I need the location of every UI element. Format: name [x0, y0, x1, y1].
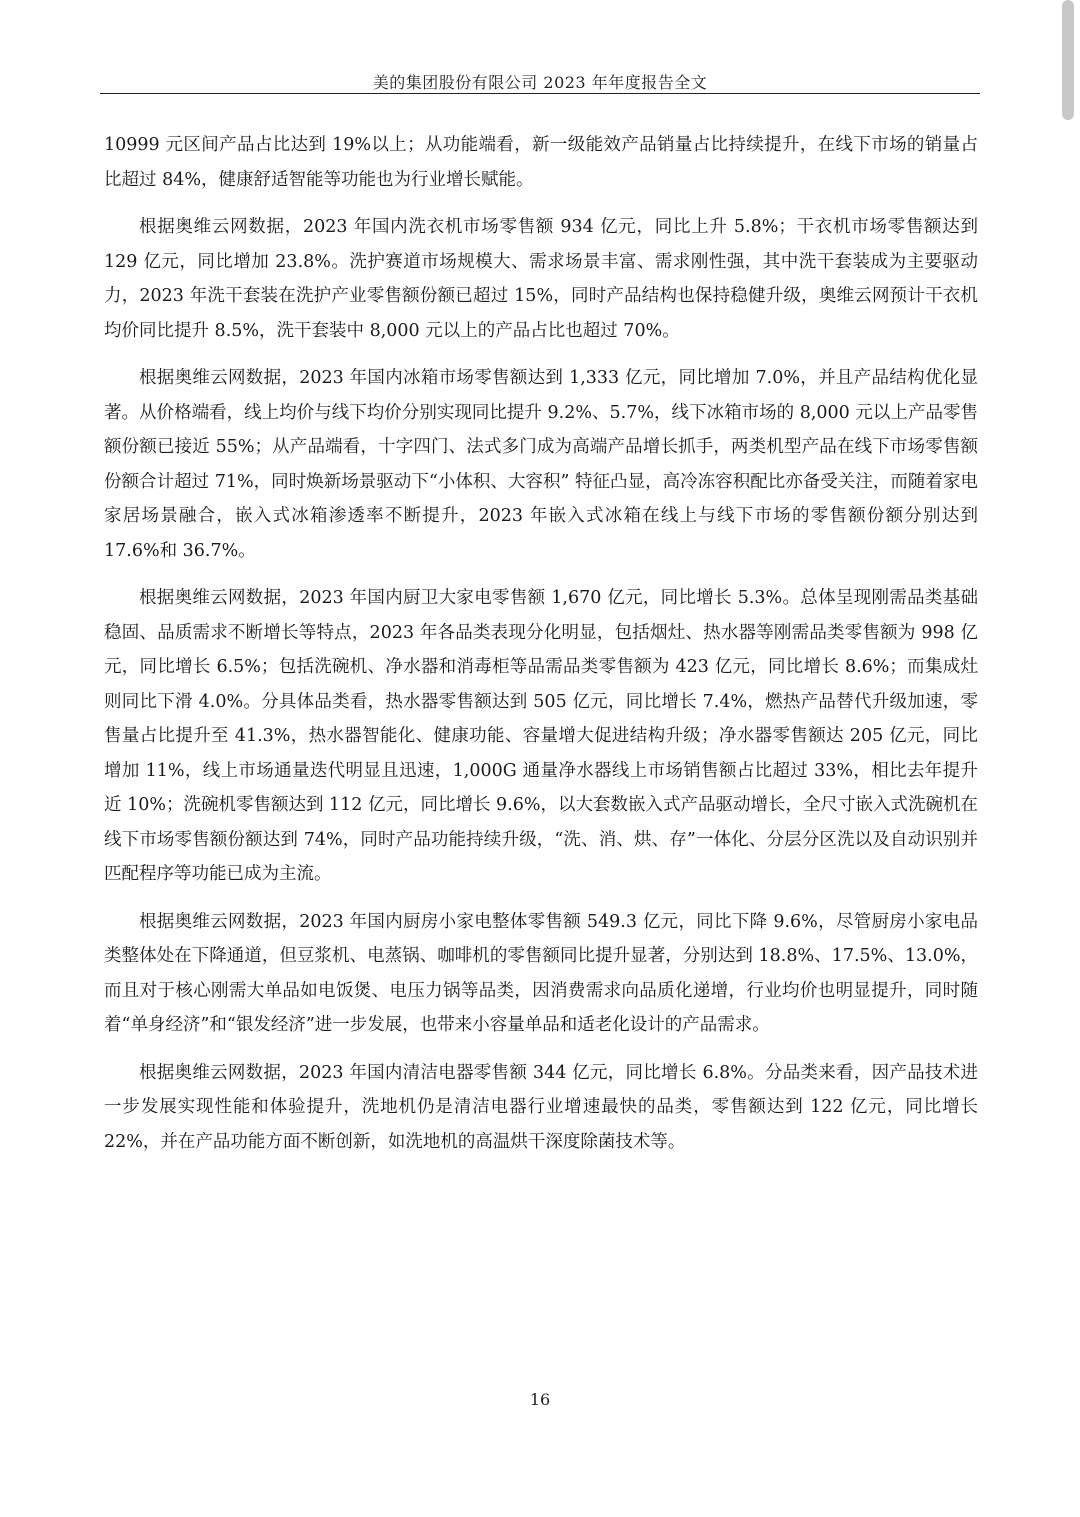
report-body	[104, 128, 978, 1172]
paragraph-ac-market: 10999 元区间产品占比达到 19%以上；从功能端看，新一级能效产品销量占比持续提升，在线下市场的销量占比超过 84%，健康舒适智能等功能也为行业增长赋能。	[104, 135, 978, 190]
vertical-scrollbar-thumb[interactable]	[1062, 0, 1074, 120]
paragraph-kitchen-bath-appliances: 根据奥维云网数据，2023 年国内厨卫大家电零售额 1,670 亿元，同比增长 5.3%。总体呈现刚需品类基础稳固、品质需求不断增长等特点，2023 年各品类表现分化明显，包括烟灶、热水器等刚需品类零售额为 998 亿元，同比增长 6.5%；包括洗碗机、净水器和消毒柜等品需品类零售额为 423 亿元，同比增长 8.6%；而集成灶则同比下滑 4.0%。分具体品类看，热水器零售额达到 505 亿元，同比增长 7.4%，燃热产品替代升级加速，零售量占比提升至 41.3%，热水器智能化、健康功能、容量增大促进结构升级；净水器零售额达 205 亿元，同比增加 11%，线上市场通量迭代明显且迅速，1,000G 通量净水器线上市场销售额占比超过 33%，相比去年提升近 10%；洗碗机零售额达到 112 亿元，同比增长 9.6%，以大套数嵌入式产品驱动增长，全尺寸嵌入式洗碗机在线下市场零售额份额达到 74%，同时产品功能持续升级，“洗、消、烘、存”一体化、分层分区洗以及自动识别并匹配程序等功能已成为主流。	[104, 588, 979, 884]
paragraph-refrigerator: 根据奥维云网数据，2023 年国内冰箱市场零售额达到 1,333 亿元，同比增加 7.0%，并且产品结构优化显著。从价格端看，线上均价与线下均价分别实现同比提升 9.2%、5.7%，线下冰箱市场的 8,000 元以上产品零售额份额已接近 55%；从产品端看，十字四门、法式多门成为高端产品增长抓手，两类机型产品在线下市场零售额份额合计超过 71%，同时焕新场景驱动下“小体积、大容积” 特征凸显，高冷冻容积配比亦备受关注，而随着家电家居场景融合，嵌入式冰箱渗透率不断提升，2023 年嵌入式冰箱在线上与线下市场的零售额份额分别达到 17.6%和 36.7%。	[104, 368, 978, 561]
header-divider	[100, 93, 980, 94]
paragraph-cleaning-appliances: 根据奥维云网数据，2023 年国内清洁电器零售额 344 亿元，同比增长 6.8%。分品类来看，因产品技术进一步发展实现性能和体验提升，洗地机仍是清洁电器行业增速最快的品类，零售额达到 122 亿元，同比增长 22%，并在产品功能方面不断创新，如洗地机的高温烘干深度除菌技术等。	[104, 1062, 978, 1152]
paragraph-kitchen-small-appliances: 根据奥维云网数据，2023 年国内厨房小家电整体零售额 549.3 亿元，同比下降 9.6%，尽管厨房小家电品类整体处在下降通道，但豆浆机、电蒸锅、咖啡机的零售额同比提升显著，分别达到 18.8%、17.5%、13.0%，而且对于核心刚需大单品如电饭煲、电压力锅等品类，因消费需求向品质化递增，行业均价也明显提升，同时随着“单身经济”和“银发经济”进一步发展，也带来小容量单品和适老化设计的产品需求。	[104, 911, 978, 1035]
paragraph-washing-machine: 根据奥维云网数据，2023 年国内洗衣机市场零售额 934 亿元，同比上升 5.8%；干衣机市场零售额达到 129 亿元，同比增加 23.8%。洗护赛道市场规模大、需求场景丰富、需求刚性强，其中洗干套装成为主要驱动力，2023 年洗干套装在洗护产业零售额份额已超过 15%，同时产品结构也保持稳健升级，奥维云网预计干衣机均价同比提升 8.5%，洗干套装中 8,000 元以上的产品占比也超过 70%。	[104, 217, 978, 341]
report-header-title: 美的集团股份有限公司 2023 年年度报告全文	[372, 73, 708, 92]
page-number: 16	[529, 1390, 551, 1409]
